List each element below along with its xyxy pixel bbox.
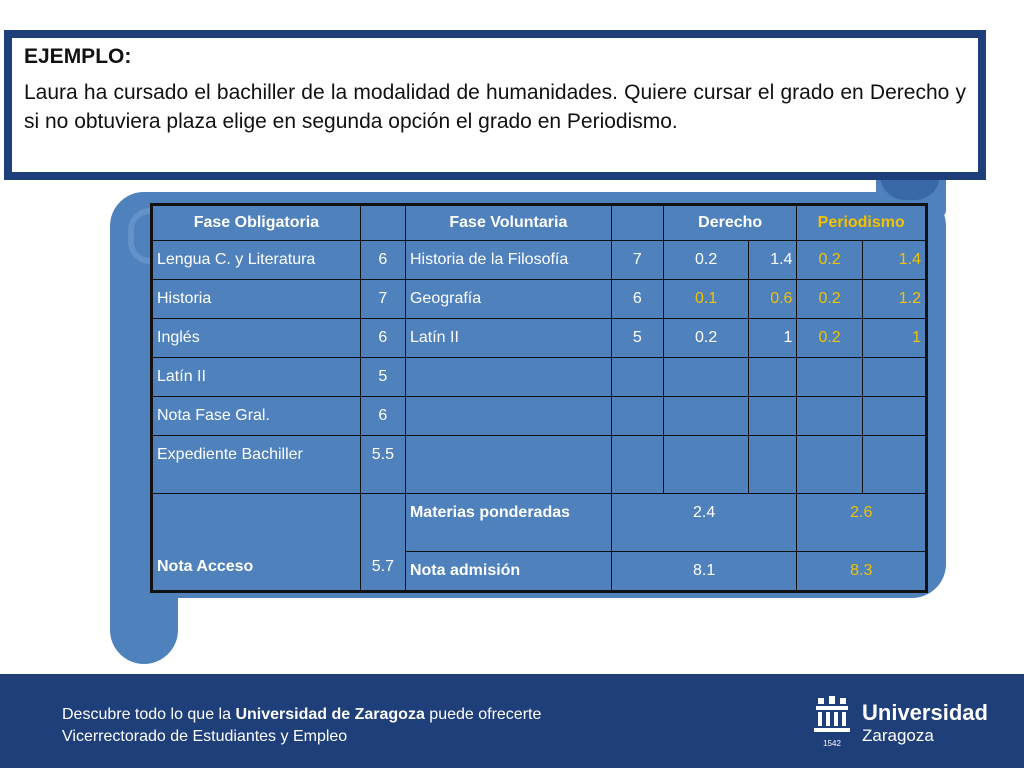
empty-cell (405, 397, 611, 436)
grade-cell: 6 (360, 241, 405, 280)
logo-year: 1542 (823, 739, 841, 748)
empty-cell (797, 397, 862, 436)
empty-cell (611, 436, 663, 494)
periodismo-value-cell: 1.4 (862, 241, 926, 280)
vol-subject-cell: Geografía (405, 280, 611, 319)
table-row (152, 397, 927, 436)
footer-text (62, 704, 541, 748)
nota-acceso-value: 5.7 (360, 494, 405, 592)
footer-line-2: Vicerrectorado de Estudiantes y Empleo (62, 728, 348, 745)
subject-cell: Latín II (152, 358, 361, 397)
vol-grade-cell: 6 (611, 280, 663, 319)
subject-cell: Historia (152, 280, 361, 319)
periodismo-value-cell: 1 (862, 319, 926, 358)
derecho-weight-cell: 0.2 (663, 241, 748, 280)
grades-table (150, 203, 928, 593)
logo-word-zaragoza: Zaragoza (862, 726, 934, 745)
university-logo[interactable] (812, 696, 1002, 752)
footer-university-name: Universidad de Zaragoza (235, 706, 425, 723)
nota-admision-derecho: 8.1 (611, 552, 797, 592)
grade-cell: 5 (360, 358, 405, 397)
example-inner (12, 38, 978, 172)
table-row (152, 358, 927, 397)
vol-grade-cell: 7 (611, 241, 663, 280)
example-title: EJEMPLO: (24, 45, 132, 68)
header-periodismo: Periodismo (797, 205, 927, 241)
header-row (152, 205, 927, 241)
empty-cell (797, 358, 862, 397)
vol-subject-cell: Latín II (405, 319, 611, 358)
table-row (152, 319, 927, 358)
table-row (152, 280, 927, 319)
vol-grade-cell: 5 (611, 319, 663, 358)
header-fase-obligatoria: Fase Obligatoria (152, 205, 361, 241)
header-fase-voluntaria: Fase Voluntaria (405, 205, 611, 241)
empty-cell (663, 436, 748, 494)
vol-subject-cell: Historia de la Filosofía (405, 241, 611, 280)
materias-ponderadas-derecho: 2.4 (611, 494, 797, 552)
subject-cell: Nota Fase Gral. (152, 397, 361, 436)
empty-cell (405, 358, 611, 397)
derecho-weight-cell: 0.2 (663, 319, 748, 358)
periodismo-weight-cell: 0.2 (797, 241, 862, 280)
header-empty-cell (611, 205, 663, 241)
empty-cell (749, 358, 797, 397)
grade-cell: 5.5 (360, 436, 405, 494)
header-derecho: Derecho (663, 205, 797, 241)
derecho-value-cell: 1 (749, 319, 797, 358)
derecho-weight-cell: 0.1 (663, 280, 748, 319)
table-row (152, 436, 927, 494)
footer-line-1-prefix: Descubre todo lo que la (62, 706, 236, 723)
table-row (152, 241, 927, 280)
footer (0, 674, 1024, 768)
grade-cell: 7 (360, 280, 405, 319)
university-crest-icon (812, 696, 852, 752)
example-text: Laura ha cursado el bachiller de la modalidad de humanidades. Quiere cursar el grado en Derecho y si no obtuviera plaza elige en segunda opción el grado en Periodismo. (24, 81, 966, 133)
empty-cell (749, 397, 797, 436)
nota-admision-label: Nota admisión (405, 552, 611, 592)
subject-cell: Expediente Bachiller (152, 436, 361, 494)
footer-line-1 (62, 704, 541, 726)
subject-cell: Lengua C. y Literatura (152, 241, 361, 280)
empty-cell (862, 436, 926, 494)
empty-cell (797, 436, 862, 494)
example-box (4, 30, 986, 180)
empty-cell (663, 358, 748, 397)
derecho-value-cell: 1.4 (749, 241, 797, 280)
materias-ponderadas-label: Materias ponderadas (405, 494, 611, 552)
empty-cell (862, 358, 926, 397)
periodismo-weight-cell: 0.2 (797, 280, 862, 319)
grade-cell: 6 (360, 397, 405, 436)
empty-cell (405, 436, 611, 494)
empty-cell (749, 436, 797, 494)
empty-cell (611, 397, 663, 436)
logo-word-universidad: Universidad (862, 700, 988, 725)
empty-cell (663, 397, 748, 436)
grade-cell: 6 (360, 319, 405, 358)
periodismo-weight-cell: 0.2 (797, 319, 862, 358)
periodismo-value-cell: 1.2 (862, 280, 926, 319)
subject-cell: Inglés (152, 319, 361, 358)
derecho-value-cell: 0.6 (749, 280, 797, 319)
header-empty-cell (360, 205, 405, 241)
materias-ponderadas-periodismo: 2.6 (797, 494, 927, 552)
materias-ponderadas-row (152, 494, 927, 552)
empty-cell (862, 397, 926, 436)
nota-admision-periodismo: 8.3 (797, 552, 927, 592)
footer-line-1-suffix: puede ofrecerte (424, 706, 542, 723)
empty-cell (611, 358, 663, 397)
nota-acceso-label: Nota Acceso (152, 494, 361, 592)
